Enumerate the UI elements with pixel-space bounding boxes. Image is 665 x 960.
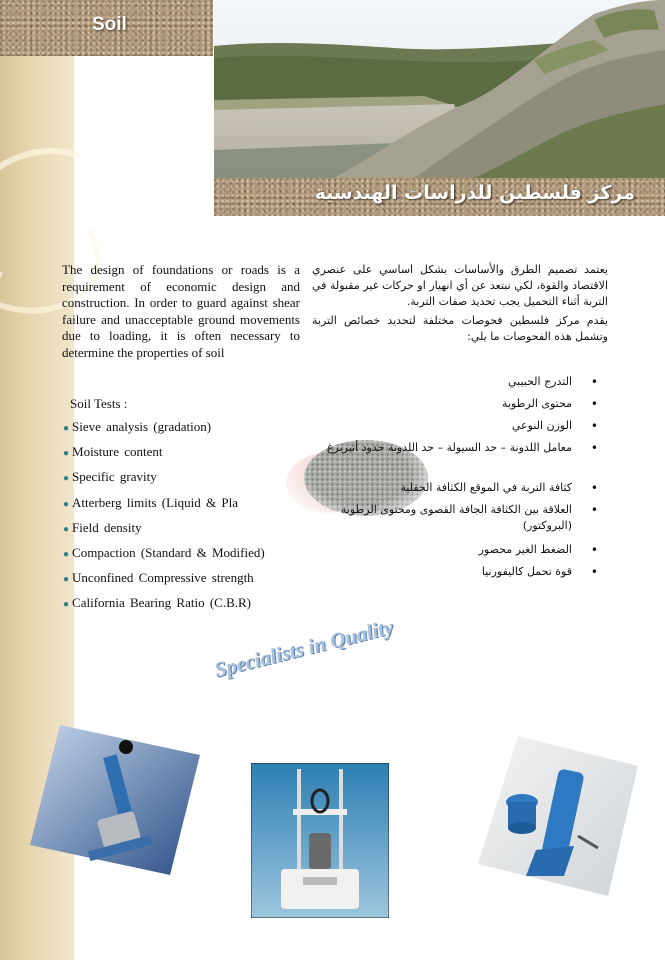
list-item: ● Sieve analysis (gradation)	[63, 419, 212, 434]
list-item: • محتوى الرطوبة	[312, 396, 608, 418]
arabic-test-list	[312, 374, 608, 586]
list-item: ● Atterberg limits (Liquid & Pla	[63, 494, 238, 510]
arabic-banner-title: مركز فلسطين للدراسات الهندسية	[314, 182, 635, 204]
soil-banner	[0, 0, 213, 56]
list-item: • كثافة التربة في الموقع الكثافة الحقلية	[312, 480, 608, 502]
list-item: • معامل اللدونة – حد السيولة – حد اللدونة حدود أتيربرغ	[312, 440, 608, 480]
bullet-icon: ●	[63, 473, 70, 485]
bullet-icon: ●	[63, 599, 70, 611]
arabic-tests-intro: يقدم مركز فلسطين فحوصات مختلفة لتحديد خصائص التربة وتشمل هذه الفحوصات ما يلي:	[312, 314, 608, 343]
list-item: ● Moisture content	[63, 444, 163, 460]
bullet-icon: ●	[63, 523, 70, 535]
specialists-slogan: Specialists in Quality	[211, 614, 396, 683]
list-item: ● California Bearing Ratio (C.B.R)	[63, 595, 251, 611]
english-intro-paragraph: The design of foundations or roads is a requirement of economic design and construction. In order to guard against shear failure and unacceptable ground movements due to loading, it is often necessary to determine the properties of soil	[62, 262, 300, 360]
list-item: ● Compaction (Standard & Modified)	[63, 544, 265, 560]
equipment-photo-1	[30, 725, 200, 875]
landscape-photo	[214, 0, 665, 178]
soil-tests-heading: Soil Tests :	[70, 396, 128, 411]
equipment-photo-2	[251, 763, 389, 918]
list-item: ● Specific gravity	[63, 469, 157, 485]
list-item: • الوزن النوعي	[312, 418, 608, 440]
bullet-icon: ●	[63, 498, 70, 510]
list-item: ● Field density	[63, 519, 142, 535]
arabic-banner	[214, 178, 665, 216]
arabic-text-block	[312, 262, 608, 345]
arabic-intro-paragraph: يعتمد تصميم الطرق والأساسات بشكل اساسي على عنصري الاقتصاد والقوة، لكي نبتعد عن أي انهيار او حركات غير مقبولة في التربة أثناء التحميل يجب تحديد صفات التربة.	[312, 263, 608, 308]
bullet-icon: ●	[63, 448, 70, 460]
list-item: • التدرج الحبيبي	[312, 374, 608, 396]
bullet-icon: ●	[63, 423, 70, 434]
list-item: ● Unconfined Compressive strength	[63, 570, 254, 586]
page-title: Soil	[92, 14, 127, 35]
bullet-icon: ●	[63, 548, 70, 560]
bullet-icon: ●	[63, 574, 70, 586]
list-item: • العلاقة بين الكثافة الجافة القصوى ومحتوى الرطوبة (البروكتور)	[312, 502, 608, 542]
english-test-list	[63, 419, 265, 621]
list-item: • الضغط الغير محصور	[312, 542, 608, 564]
list-item: • قوة تحمل كاليفورنيا	[312, 564, 608, 586]
equipment-photo-3	[478, 736, 638, 896]
